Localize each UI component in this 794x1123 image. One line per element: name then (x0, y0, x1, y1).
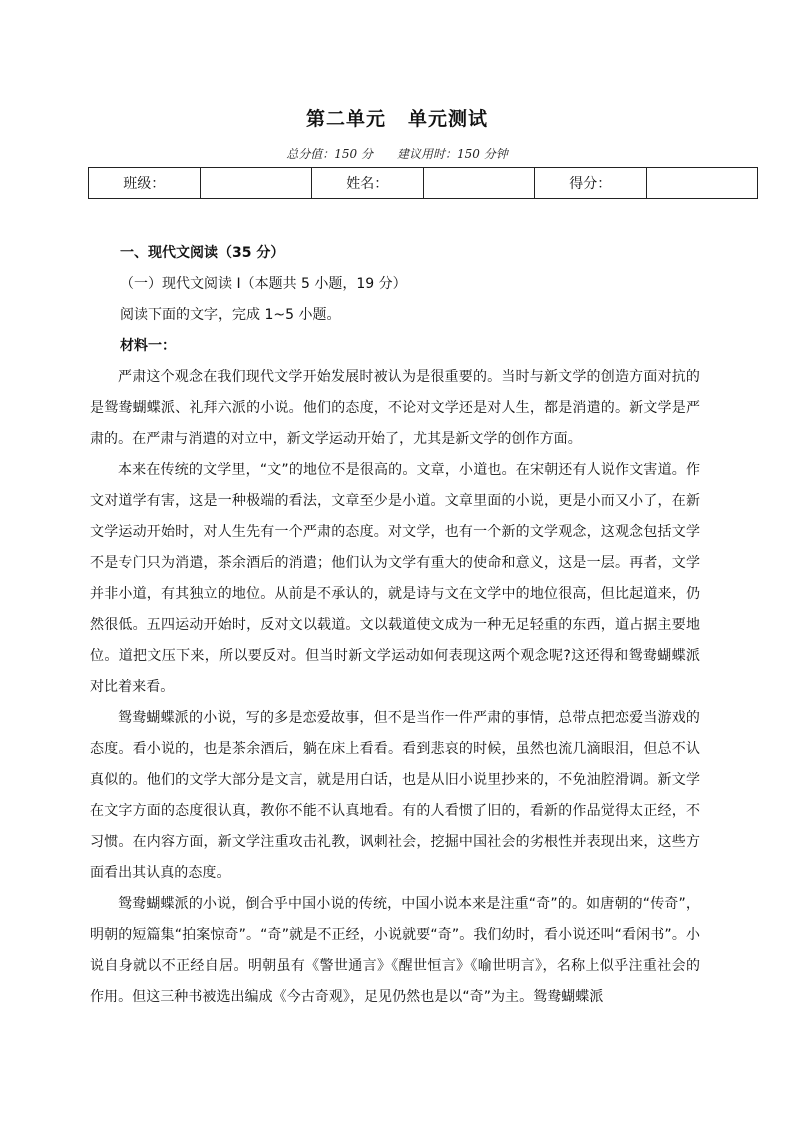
student-info-table (88, 167, 758, 199)
exam-meta (0, 145, 794, 162)
name-input-cell[interactable] (423, 168, 535, 199)
paragraph-1: 严肃这个观念在我们现代文学开始发展时被认为是很重要的。当时与新文学的创造方面对抗的是鸳鸯蝴蝶派、礼拜六派的小说。他们的态度，不论对文学还是对人生，都是消遣的。新文学是严肃的。在严肃与消遣的对立中，新文学运动开始了，尤其是新文学的创作方面。 (90, 369, 700, 447)
reading-section (90, 238, 700, 1013)
paragraph-2: 本来在传统的文学里，“文”的地位不是很高的。文章，小道也。在宋朝还有人说作文害道。作文对道学有害，这是一种极端的看法，文章至少是小道。文章里面的小说，更是小而又小了，在新文学运动开始时，对人生先有一个严肃的态度。对文学，也有一个新的文学观念，这观念包括文学不是专门只为消遣，茶余酒后的消遣；他们认为文学有重大的使命和意义，这是一层。再者，文学并非小道，有其独立的地位。从前是不承认的，就是诗与文在文学中的地位很高，但比起道来，仍然很低。五四运动开始时，反对文以载道。文以载道使文成为一种无足轻重的东西，道占据主要地位。道把文压下来，所以要反对。但当时新文学运动如何表现这两个观念呢?这还得和鸳鸯蝴蝶派对比着来看。 (90, 462, 700, 695)
instruction-text: 阅读下面的文字，完成 1~5 小题。 (120, 307, 341, 323)
total-score-text: 总分值：150 分 (286, 147, 373, 161)
class-label-cell: 班级： (89, 168, 201, 199)
student-info-row (89, 168, 758, 199)
sub-heading: （一）现代文阅读 I（本题共 5 小题，19 分） (120, 276, 407, 292)
score-label-cell: 得分： (535, 168, 647, 199)
title-part-test: 单元测试 (408, 108, 489, 130)
suggested-time-text: 建议用时：150 分钟 (397, 147, 508, 161)
page-title (0, 104, 794, 131)
name-label-cell: 姓名： (312, 168, 424, 199)
score-input-cell[interactable] (646, 168, 758, 199)
paragraph-4: 鸳鸯蝴蝶派的小说，倒合乎中国小说的传统，中国小说本来是注重“奇”的。如唐朝的“传奇”，明朝的短篇集“拍案惊奇”。“奇”就是不正经，小说就要“奇”。我们幼时，看小说还叫“看闲书”。小说自身就以不正经自居。明朝虽有《警世通言》《醒世恒言》《喻世明言》，名称上似乎注重社会的作用。但这三种书被选出编成《今古奇观》，足见仍然也是以“奇”为主。鸳鸯蝴蝶派 (90, 896, 700, 1005)
material-label: 材料一： (120, 338, 176, 354)
paragraph-3: 鸳鸯蝴蝶派的小说，写的多是恋爱故事，但不是当作一件严肃的事情，总带点把恋爱当游戏的态度。看小说的，也是茶余酒后，躺在床上看看。看到悲哀的时候，虽然也流几滴眼泪，但总不认真似的。他们的文学大部分是文言，就是用白话，也是从旧小说里抄来的，不免油腔滑调。新文学在文字方面的态度很认真，教你不能不认真地看。有的人看惯了旧的，看新的作品觉得太正经，不习惯。在内容方面，新文学注重攻击礼教，讽刺社会，挖掘中国社会的劣根性并表现出来，这些方面看出其认真的态度。 (90, 710, 700, 881)
title-part-unit: 第二单元 (305, 108, 386, 130)
section-heading: 一、现代文阅读（35 分） (120, 245, 285, 261)
class-input-cell[interactable] (200, 168, 312, 199)
